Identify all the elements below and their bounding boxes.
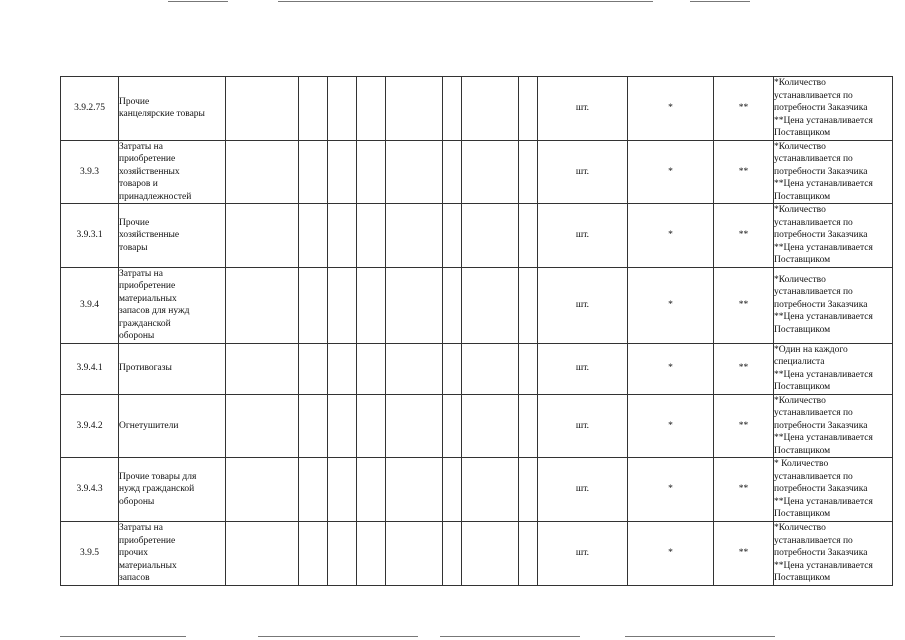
empty-cell	[386, 343, 443, 394]
empty-cell	[462, 522, 519, 586]
bottom-scan-line	[440, 636, 580, 637]
price-cell-text: **	[738, 363, 749, 374]
price-cell-text: **	[738, 166, 749, 177]
item-name-cell-text: Прочие хозяйственные товары	[119, 217, 180, 253]
item-code-cell	[61, 140, 119, 204]
empty-cell	[357, 522, 386, 586]
item-name-cell-text: Прочие канцелярские товары	[119, 96, 205, 120]
item-code-cell-text: 3.9.5	[80, 548, 99, 559]
note-cell	[774, 394, 893, 458]
empty-cell	[519, 267, 538, 343]
empty-cell	[519, 522, 538, 586]
item-code-cell-text: 3.9.3	[80, 166, 99, 177]
empty-cell	[443, 458, 462, 522]
empty-cell	[443, 77, 462, 141]
empty-cell	[462, 343, 519, 394]
note-cell	[774, 204, 893, 268]
item-name-cell-text: Огнетушители	[119, 420, 179, 431]
item-name-cell-text: Затраты на приобретение материальных запасов для нужд гражданской обороны	[119, 268, 190, 341]
unit-cell-text: шт.	[575, 548, 590, 559]
item-code-cell-text: 3.9.2.75	[74, 103, 105, 113]
unit-cell-text: шт.	[575, 484, 590, 495]
unit-cell	[538, 204, 628, 268]
note-cell	[774, 267, 893, 343]
item-code-cell-text: 3.9.4	[80, 299, 99, 310]
item-name-cell	[119, 522, 226, 586]
item-code-cell-text: 3.9.3.1	[76, 230, 103, 240]
table-row	[61, 394, 893, 458]
item-name-cell	[119, 77, 226, 141]
empty-cell	[357, 394, 386, 458]
item-code-cell	[61, 343, 119, 394]
unit-cell-text: шт.	[575, 299, 590, 310]
item-code-cell	[61, 458, 119, 522]
items-table	[60, 76, 893, 586]
price-cell	[714, 77, 774, 141]
unit-cell	[538, 343, 628, 394]
note-cell-text: *Один на каждого специалиста **Цена устанавливается Поставщиком	[774, 344, 873, 392]
price-cell-text: **	[738, 420, 749, 431]
price-cell-text: **	[738, 230, 749, 240]
price-cell	[714, 267, 774, 343]
quantity-cell	[628, 204, 714, 268]
empty-cell	[519, 343, 538, 394]
empty-cell	[299, 204, 328, 268]
empty-cell	[357, 77, 386, 141]
bottom-scan-line	[625, 636, 775, 637]
empty-cell	[226, 394, 299, 458]
price-cell	[714, 343, 774, 394]
unit-cell-text: шт.	[575, 230, 590, 240]
unit-cell	[538, 140, 628, 204]
empty-cell	[386, 204, 443, 268]
quantity-cell	[628, 343, 714, 394]
note-cell	[774, 343, 893, 394]
quantity-cell	[628, 458, 714, 522]
top-scan-line	[690, 1, 750, 2]
item-code-cell	[61, 77, 119, 141]
empty-cell	[328, 394, 357, 458]
price-cell-text: **	[738, 484, 749, 495]
empty-cell	[443, 140, 462, 204]
empty-cell	[357, 343, 386, 394]
empty-cell	[386, 522, 443, 586]
note-cell	[774, 458, 893, 522]
unit-cell-text: шт.	[575, 363, 590, 374]
empty-cell	[519, 140, 538, 204]
empty-cell	[299, 522, 328, 586]
bottom-scan-line	[60, 636, 186, 637]
note-cell	[774, 77, 893, 141]
table-row	[61, 204, 893, 268]
quantity-cell	[628, 267, 714, 343]
empty-cell	[226, 140, 299, 204]
quantity-cell-text: *	[668, 363, 673, 374]
empty-cell	[328, 204, 357, 268]
empty-cell	[226, 267, 299, 343]
empty-cell	[462, 458, 519, 522]
quantity-cell	[628, 394, 714, 458]
empty-cell	[462, 394, 519, 458]
top-scan-line	[168, 1, 228, 2]
item-code-cell-text: 3.9.4.3	[76, 484, 103, 495]
unit-cell	[538, 267, 628, 343]
note-cell-text: *Количество устанавливается по потребности Заказчика **Цена устанавливается Поставщиком	[774, 141, 873, 202]
empty-cell	[443, 343, 462, 394]
item-code-cell	[61, 267, 119, 343]
empty-cell	[328, 140, 357, 204]
note-cell-text: * Количество устанавливается по потребности Заказчика **Цена устанавливается Поставщиком	[774, 459, 873, 520]
empty-cell	[357, 204, 386, 268]
empty-cell	[299, 343, 328, 394]
unit-cell	[538, 394, 628, 458]
price-cell-text: **	[738, 103, 749, 113]
table-row	[61, 77, 893, 141]
unit-cell-text: шт.	[575, 420, 590, 431]
empty-cell	[226, 77, 299, 141]
quantity-cell	[628, 140, 714, 204]
note-cell-text: *Количество устанавливается по потребности Заказчика **Цена устанавливается Поставщиком	[774, 395, 873, 456]
table-row	[61, 343, 893, 394]
empty-cell	[519, 458, 538, 522]
table-row	[61, 522, 893, 586]
quantity-cell	[628, 522, 714, 586]
quantity-cell-text: *	[668, 166, 673, 177]
empty-cell	[386, 267, 443, 343]
empty-cell	[386, 77, 443, 141]
item-code-cell	[61, 522, 119, 586]
item-code-cell	[61, 394, 119, 458]
quantity-cell-text: *	[668, 484, 673, 495]
item-name-cell	[119, 394, 226, 458]
price-cell	[714, 394, 774, 458]
item-code-cell	[61, 204, 119, 268]
empty-cell	[328, 267, 357, 343]
empty-cell	[357, 458, 386, 522]
item-name-cell-text: Противогазы	[119, 363, 172, 374]
item-name-cell	[119, 343, 226, 394]
item-name-cell	[119, 140, 226, 204]
empty-cell	[386, 140, 443, 204]
empty-cell	[519, 394, 538, 458]
item-name-cell-text: Прочие товары для нужд гражданской обороны	[119, 471, 197, 507]
empty-cell	[462, 140, 519, 204]
price-cell	[714, 458, 774, 522]
note-cell-text: *Количество устанавливается по потребности Заказчика **Цена устанавливается Поставщиком	[774, 205, 873, 265]
empty-cell	[299, 394, 328, 458]
note-cell-text: *Количество устанавливается по потребности Заказчика **Цена устанавливается Поставщиком	[774, 523, 873, 584]
note-cell	[774, 522, 893, 586]
unit-cell	[538, 458, 628, 522]
unit-cell	[538, 77, 628, 141]
empty-cell	[299, 267, 328, 343]
empty-cell	[226, 343, 299, 394]
quantity-cell-text: *	[668, 548, 673, 559]
quantity-cell-text: *	[668, 103, 673, 113]
note-cell-text: *Количество устанавливается по потребности Заказчика **Цена устанавливается Поставщиком	[774, 274, 873, 335]
empty-cell	[443, 267, 462, 343]
empty-cell	[462, 204, 519, 268]
table-row	[61, 140, 893, 204]
unit-cell	[538, 522, 628, 586]
item-code-cell-text: 3.9.4.1	[76, 363, 103, 374]
note-cell-text: *Количество устанавливается по потребности Заказчика **Цена устанавливается Поставщиком	[774, 78, 873, 138]
empty-cell	[299, 458, 328, 522]
empty-cell	[357, 140, 386, 204]
unit-cell-text: шт.	[575, 103, 590, 113]
empty-cell	[443, 394, 462, 458]
item-code-cell-text: 3.9.4.2	[76, 420, 103, 431]
empty-cell	[357, 267, 386, 343]
item-name-cell	[119, 267, 226, 343]
note-cell	[774, 140, 893, 204]
empty-cell	[443, 204, 462, 268]
empty-cell	[299, 77, 328, 141]
item-name-cell	[119, 458, 226, 522]
empty-cell	[386, 458, 443, 522]
empty-cell	[386, 394, 443, 458]
empty-cell	[226, 458, 299, 522]
empty-cell	[443, 522, 462, 586]
quantity-cell-text: *	[668, 299, 673, 310]
price-cell	[714, 522, 774, 586]
empty-cell	[328, 77, 357, 141]
top-scan-line	[278, 1, 653, 2]
price-cell	[714, 140, 774, 204]
quantity-cell-text: *	[668, 230, 673, 240]
price-cell-text: **	[738, 299, 749, 310]
price-cell-text: **	[738, 548, 749, 559]
quantity-cell	[628, 77, 714, 141]
item-name-cell-text: Затраты на приобретение прочих материальных запасов	[119, 523, 177, 584]
bottom-scan-line	[258, 636, 418, 637]
empty-cell	[328, 458, 357, 522]
item-name-cell-text: Затраты на приобретение хозяйственных товаров и принадлежностей	[119, 141, 192, 202]
price-cell	[714, 204, 774, 268]
empty-cell	[299, 140, 328, 204]
item-name-cell	[119, 204, 226, 268]
quantity-cell-text: *	[668, 420, 673, 431]
empty-cell	[462, 267, 519, 343]
empty-cell	[328, 522, 357, 586]
empty-cell	[519, 77, 538, 141]
empty-cell	[328, 343, 357, 394]
empty-cell	[462, 77, 519, 141]
table-row	[61, 267, 893, 343]
empty-cell	[226, 204, 299, 268]
empty-cell	[226, 522, 299, 586]
empty-cell	[519, 204, 538, 268]
table-row	[61, 458, 893, 522]
unit-cell-text: шт.	[575, 166, 590, 177]
